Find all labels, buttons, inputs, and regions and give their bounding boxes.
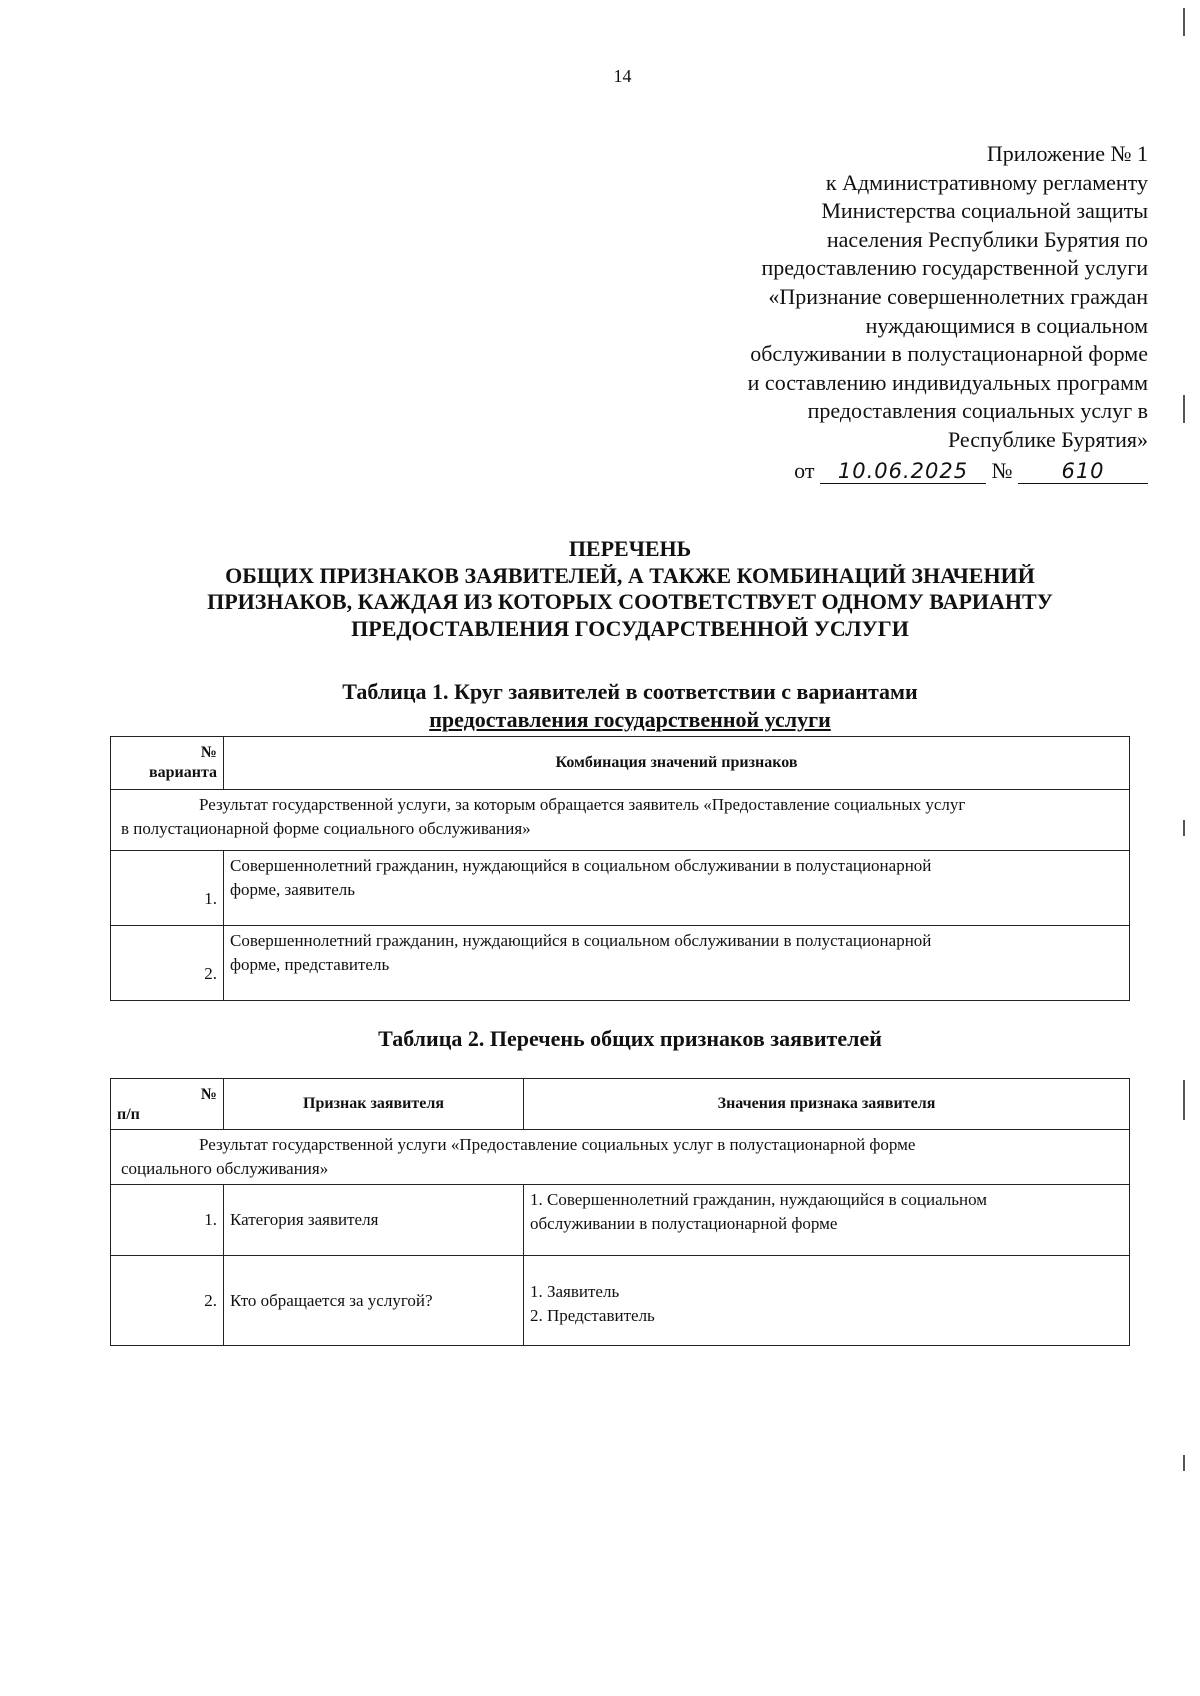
document-heading <box>130 536 1130 642</box>
scan-edge-mark <box>1183 820 1185 836</box>
row-number: 2. <box>111 1256 224 1346</box>
result-text-line: социального обслуживания» <box>121 1159 329 1178</box>
variant-number: 1. <box>111 851 224 926</box>
table2-result-row <box>111 1130 1130 1185</box>
row-value-line: 1. Совершеннолетний гражданин, нуждающийся в социальном <box>530 1190 988 1209</box>
scan-edge-mark <box>1183 1080 1185 1120</box>
row-values <box>524 1185 1130 1256</box>
annex-line: предоставлению государственной услуги <box>761 255 1148 281</box>
row-values <box>524 1256 1130 1346</box>
annex-line: нуждающимися в социальном <box>865 312 1148 338</box>
variant-number: 2. <box>111 926 224 1001</box>
table-row <box>111 1185 1130 1256</box>
table1-caption-line: Таблица 1. Круг заявителей в соответствии с вариантами <box>342 679 918 704</box>
annex-date-line <box>648 457 1148 486</box>
table1-head-main: Комбинация значений признаков <box>224 737 1130 790</box>
annex-line: к Административному регламенту <box>825 169 1148 195</box>
table2-head-values: Значения признака заявителя <box>524 1079 1130 1130</box>
table2-caption-line: Таблица 2. Перечень общих признаков заявителей <box>378 1026 882 1051</box>
page-number: 14 <box>613 66 632 86</box>
annex-line: и составлению индивидуальных программ <box>747 369 1148 395</box>
table1-header-row <box>111 737 1130 790</box>
head-num-label: п/п <box>117 1106 140 1123</box>
table-row <box>111 1256 1130 1346</box>
handwritten-date: 10.06.2025 <box>820 459 986 484</box>
scan-edge-mark <box>1183 1455 1185 1471</box>
head-num-symbol: № <box>200 744 217 761</box>
variant-text-line: Совершеннолетний гражданин, нуждающийся в социальном обслуживании в полустационарной <box>230 856 932 875</box>
annex-line: Приложение № 1 <box>986 141 1148 166</box>
handwritten-number: 610 <box>1018 459 1148 484</box>
head-num-symbol: № <box>200 1086 217 1103</box>
variant-text-line: форме, заявитель <box>230 880 355 899</box>
heading-line: ПЕРЕЧЕНЬ <box>568 536 692 561</box>
result-text-line: Результат государственной услуги «Предоставление социальных услуг в полустационарной форме <box>199 1135 916 1154</box>
table2-head-feature: Признак заявителя <box>224 1079 524 1130</box>
row-feature: Категория заявителя <box>224 1185 524 1256</box>
table1-caption-line: предоставления государственной услуги <box>429 707 831 732</box>
heading-line: ОБЩИХ ПРИЗНАКОВ ЗАЯВИТЕЛЕЙ, А ТАКЖЕ КОМБИНАЦИЙ ЗНАЧЕНИЙ <box>225 562 1035 588</box>
table-row <box>111 926 1130 1001</box>
date-prefix: от <box>794 457 815 483</box>
table-row <box>111 851 1130 926</box>
annex-line: Республике Бурятия» <box>947 426 1148 452</box>
annex-block <box>648 140 1148 485</box>
heading-line: ПРЕДОСТАВЛЕНИЯ ГОСУДАРСТВЕННОЙ УСЛУГИ <box>351 615 909 641</box>
table1 <box>110 736 1130 1001</box>
row-value-line: обслуживании в полустационарной форме <box>530 1214 838 1233</box>
annex-line: обслуживании в полустационарной форме <box>750 341 1148 367</box>
number-prefix: № <box>991 457 1013 483</box>
table1-head-num <box>111 737 224 790</box>
row-feature: Кто обращается за услугой? <box>224 1256 524 1346</box>
table1-caption <box>160 678 1100 734</box>
scan-edge-mark <box>1183 395 1185 423</box>
result-text-line: в полустационарной форме социального обслуживания» <box>121 819 531 838</box>
table1-result-row <box>111 790 1130 851</box>
table2-result-cell <box>111 1130 1130 1185</box>
table2 <box>110 1078 1130 1346</box>
result-text-line: Результат государственной услуги, за которым обращается заявитель «Предоставление социальных услуг <box>199 795 966 814</box>
annex-line: предоставления социальных услуг в <box>807 398 1148 424</box>
variant-text <box>224 851 1130 926</box>
table2-caption <box>160 1025 1100 1053</box>
table2-header-row <box>111 1079 1130 1130</box>
row-number: 1. <box>111 1185 224 1256</box>
annex-line: Министерства социальной защиты <box>821 198 1148 224</box>
table2-head-num <box>111 1079 224 1130</box>
variant-text-line: форме, представитель <box>230 955 390 974</box>
variant-text-line: Совершеннолетний гражданин, нуждающийся в социальном обслуживании в полустационарной <box>230 931 932 950</box>
table1-result-cell <box>111 790 1130 851</box>
scan-edge-mark <box>1183 8 1185 36</box>
heading-line: ПРИЗНАКОВ, КАЖДАЯ ИЗ КОТОРЫХ СООТВЕТСТВУЕТ ОДНОМУ ВАРИАНТУ <box>207 589 1053 614</box>
annex-line: «Признание совершеннолетних граждан <box>768 283 1148 309</box>
annex-line: населения Республики Бурятия по <box>826 226 1148 252</box>
head-num-label: варианта <box>148 764 217 781</box>
variant-text <box>224 926 1130 1001</box>
row-value-line: 1. Заявитель <box>530 1282 620 1301</box>
row-value-line: 2. Представитель <box>530 1306 655 1325</box>
